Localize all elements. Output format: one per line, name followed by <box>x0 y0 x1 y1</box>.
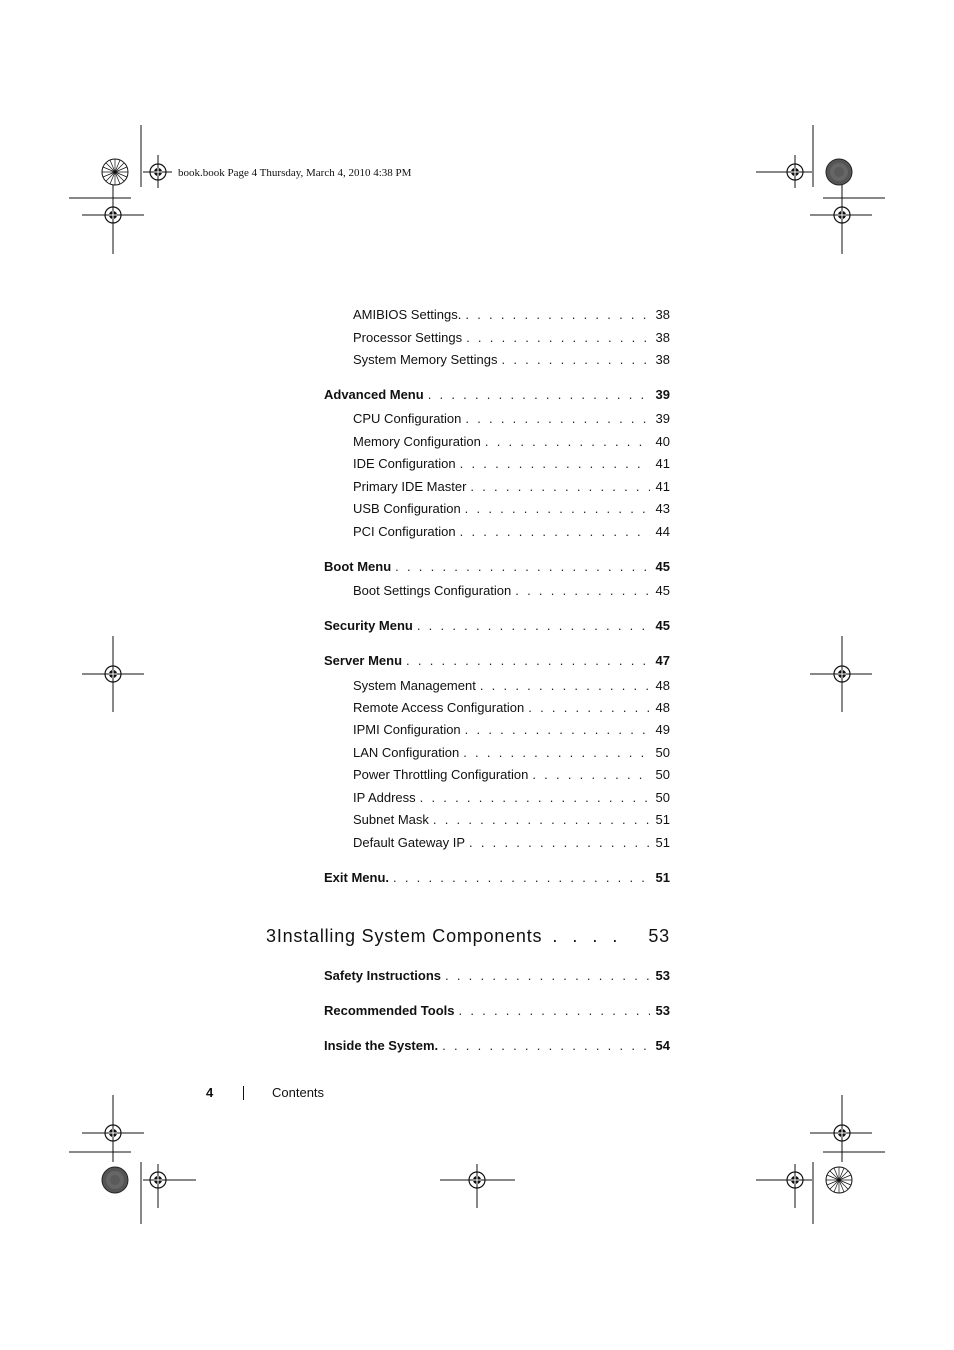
toc-subsection-entry[interactable] <box>353 501 670 517</box>
toc-section-entry[interactable] <box>324 618 670 634</box>
chapter-number: 3 <box>266 926 277 946</box>
dot-leader <box>532 767 649 783</box>
dot-leader <box>459 1003 650 1019</box>
toc-entry-page: 39 <box>655 387 670 402</box>
dot-leader <box>528 700 649 716</box>
toc-entry-label: Boot Menu <box>324 559 392 574</box>
toc-entry-label: LAN Configuration <box>353 745 460 760</box>
toc-subsection-entry[interactable] <box>353 722 670 738</box>
toc-entry-page: 51 <box>655 835 670 850</box>
dot-leader <box>417 618 650 634</box>
toc-entry-page: 50 <box>655 767 670 782</box>
toc-subsection-entry[interactable] <box>353 307 670 323</box>
toc-entry-label: CPU Configuration <box>353 411 462 426</box>
dot-leader <box>433 812 650 828</box>
toc-subsection-entry[interactable] <box>353 767 670 783</box>
dot-leader <box>393 870 650 886</box>
toc-section-entry[interactable] <box>324 968 670 984</box>
dot-leader <box>485 434 650 450</box>
toc-subsection-entry[interactable] <box>353 812 670 828</box>
toc-section-entry[interactable] <box>324 653 670 669</box>
toc-section-entry[interactable] <box>324 870 670 886</box>
toc-entry-label: Default Gateway IP <box>353 835 465 850</box>
toc-entry-label: Remote Access Configuration <box>353 700 525 715</box>
dot-leader <box>469 835 650 851</box>
star-target-icon <box>826 1167 852 1193</box>
dot-leader <box>480 678 650 694</box>
toc-entry-label: Server Menu <box>324 653 403 668</box>
print-header-stamp: book.book Page 4 Thursday, March 4, 2010 4:38 PM <box>178 167 412 179</box>
toc-subsection-entry[interactable] <box>353 330 670 346</box>
toc-entry-page: 38 <box>655 307 670 322</box>
dot-leader <box>428 387 650 403</box>
toc-entry-page: 48 <box>655 700 670 715</box>
toc-entry-label: Recommended Tools <box>324 1003 455 1018</box>
dot-leader <box>465 501 650 517</box>
dot-leader <box>445 968 650 984</box>
gray-target-icon <box>826 159 852 185</box>
toc-subsection-entry[interactable] <box>353 434 670 450</box>
toc-entry-label: Exit Menu. <box>324 870 390 885</box>
toc-entry-label: AMIBIOS Settings. <box>353 307 462 322</box>
toc-entry-label: IP Address <box>353 790 416 805</box>
toc-entry-page: 49 <box>655 722 670 737</box>
toc-subsection-entry[interactable] <box>353 583 670 599</box>
dot-leader <box>463 745 649 761</box>
toc-subsection-entry[interactable] <box>353 352 670 368</box>
toc-entry-page: 41 <box>655 456 670 471</box>
toc-entry-page: 54 <box>655 1038 670 1053</box>
dot-leader <box>460 524 650 540</box>
toc-entry-page: 50 <box>655 745 670 760</box>
footer-page-number: 4 <box>206 1085 214 1100</box>
dot-leader <box>470 479 649 495</box>
toc-entry-page: 43 <box>655 501 670 516</box>
toc-subsection-entry[interactable] <box>353 678 670 694</box>
toc-entry-label: Primary IDE Master <box>353 479 467 494</box>
toc-entry-label: Power Throttling Configuration <box>353 767 529 782</box>
toc-subsection-entry[interactable] <box>353 835 670 851</box>
toc-subsection-entry[interactable] <box>353 745 670 761</box>
chapter-heading[interactable] <box>266 926 670 947</box>
gray-target-icon <box>102 1167 128 1193</box>
dot-leader <box>465 411 649 427</box>
toc-entry-label: IPMI Configuration <box>353 722 461 737</box>
toc-subsection-entry[interactable] <box>353 700 670 716</box>
toc-entry-label: Inside the System. <box>324 1038 439 1053</box>
dot-leader <box>420 790 650 806</box>
toc-entry-label: Processor Settings <box>353 330 463 345</box>
toc-entry-label: Safety Instructions <box>324 968 442 983</box>
toc-subsection-entry[interactable] <box>353 790 670 806</box>
toc-entry-page: 47 <box>655 653 670 668</box>
toc-entry-page: 45 <box>655 559 670 574</box>
dot-leader <box>465 307 649 323</box>
toc-entry-page: 38 <box>655 330 670 345</box>
toc-entry-label: Subnet Mask <box>353 812 429 827</box>
toc-entry-label: System Memory Settings <box>353 352 498 367</box>
footer-divider <box>243 1086 244 1100</box>
dot-leader <box>395 559 649 575</box>
chapter-title: Installing System Components <box>276 926 543 946</box>
toc-entry-page: 53 <box>655 968 670 983</box>
dot-leader <box>552 926 634 947</box>
toc-section-entry[interactable] <box>324 1038 670 1054</box>
toc-entry-page: 53 <box>655 1003 670 1018</box>
toc-subsection-entry[interactable] <box>353 456 670 472</box>
dot-leader <box>515 583 649 599</box>
toc-entry-label: Advanced Menu <box>324 387 424 402</box>
toc-entry-label: USB Configuration <box>353 501 461 516</box>
toc-entry-page: 51 <box>655 870 670 885</box>
toc-entry-page: 39 <box>655 411 670 426</box>
toc-entry-label: PCI Configuration <box>353 524 456 539</box>
toc-subsection-entry[interactable] <box>353 479 670 495</box>
toc-entry-page: 50 <box>655 790 670 805</box>
toc-entry-page: 41 <box>655 479 670 494</box>
toc-entry-page: 38 <box>655 352 670 367</box>
toc-subsection-entry[interactable] <box>353 524 670 540</box>
star-target-icon <box>102 159 128 185</box>
dot-leader <box>406 653 649 669</box>
dot-leader <box>465 722 650 738</box>
toc-section-entry[interactable] <box>324 1003 670 1019</box>
toc-entry-page: 45 <box>655 618 670 633</box>
toc-entry-page: 40 <box>655 434 670 449</box>
toc-subsection-entry[interactable] <box>353 411 670 427</box>
toc-entry-label: System Management <box>353 678 476 693</box>
toc-entry-page: 45 <box>655 583 670 598</box>
footer-section-label: Contents <box>272 1085 325 1100</box>
toc-entry-label: Memory Configuration <box>353 434 481 449</box>
dot-leader <box>460 456 650 472</box>
dot-leader <box>502 352 650 368</box>
toc-entry-label: IDE Configuration <box>353 456 456 471</box>
toc-section-entry[interactable] <box>324 559 670 575</box>
toc-entry-label: Boot Settings Configuration <box>353 583 512 598</box>
toc-entry-label: Security Menu <box>324 618 413 633</box>
chapter-page: 53 <box>648 926 670 946</box>
toc-entry-page: 51 <box>655 812 670 827</box>
dot-leader <box>466 330 649 346</box>
dot-leader <box>442 1038 649 1054</box>
toc-entry-page: 44 <box>655 524 670 539</box>
toc-section-entry[interactable] <box>324 387 670 403</box>
toc-entry-page: 48 <box>655 678 670 693</box>
